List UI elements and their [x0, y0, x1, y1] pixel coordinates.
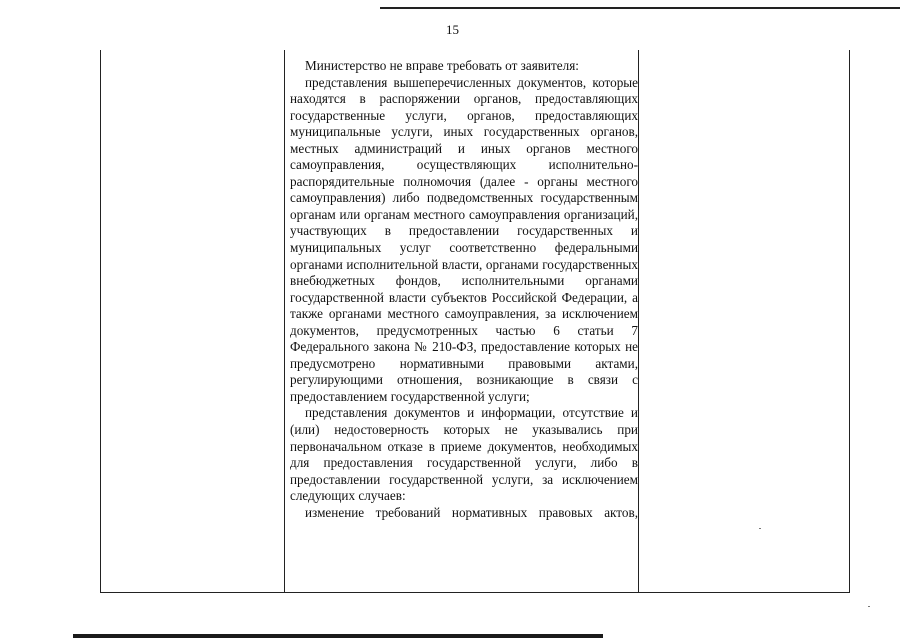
paragraph-changes: изменение требований нормативных правовых актов,	[305, 504, 638, 520]
page-number: 15	[446, 22, 459, 37]
table-column-divider-left	[284, 50, 285, 592]
table-left-border	[100, 50, 101, 592]
table-column-divider-right	[638, 50, 639, 592]
table-cell-text	[290, 58, 638, 521]
paragraph-documents: представления вышеперечисленных документов, которые находятся в распоряжении органов, предоставляющих государственные услуги, органов, предоставляющих муниципальные услуги, иных государственных органов, местных администраций и иных органов местного самоуправления, осуществляющих исполнительно-распорядительные полномочия (далее - органы местного самоуправления) либо подведомственных государственным органам или органам местного самоуправления организаций, участвующих в предоставлении государственных и муниципальных услуг соответственно федеральными органами исполнительной власти, органами государственных внебюджетных фондов, исполнительными органами государственной власти субъектов Российской Федерации, а также органами местного самоуправления, за исключением документов, предусмотренных частью 6 статьи 7 Федерального закона № 210-ФЗ, предоставление которых не предусмотрено нормативными правовыми актами, регулирующими отношения, возникающие в связи с предоставлением государственной услуги;	[290, 74, 638, 404]
scan-speck	[759, 528, 761, 529]
paragraph-information: представления документов и информации, отсутствие и (или) недостоверность которых не указывались при первоначальном отказе в приеме документов, необходимых для предоставления государственной услуги, либо в предоставлении государственной услуги, за исключением следующих случаев:	[290, 405, 638, 504]
top-rule	[380, 7, 900, 9]
paragraph-intro: Министерство не вправе требовать от заявителя:	[305, 58, 579, 73]
scan-speck	[868, 606, 870, 607]
document-table	[100, 50, 850, 593]
bottom-rule	[73, 634, 603, 638]
table-right-border	[849, 50, 850, 592]
